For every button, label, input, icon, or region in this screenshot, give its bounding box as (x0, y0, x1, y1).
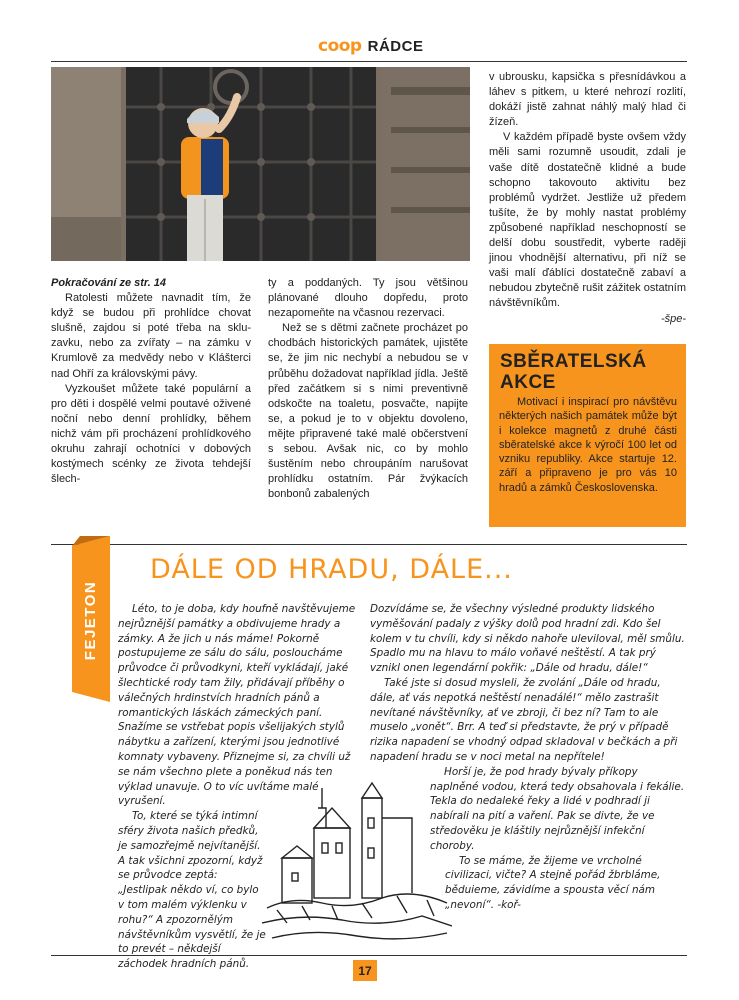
promo-title (489, 344, 686, 395)
feuilleton-tab (75, 560, 107, 680)
feuilleton-paragraph: Také jste si dosud mysleli, že zvolání „Dále od hradu, dále, ať vás nepotká neštěstí nenadálé!“ mělo zastrašit nevítané návštěvníky, ať ve zbroji, či bez ní? Tam to ale muselo „vonět“. Brr. A teď si představte, že prý v případě rizika napadení se vhodný odpad skladoval v bečkách a při napadení hradu se v noci metal na nepřítele! (370, 676, 678, 763)
article-paragraph: Než se s dětmi začnete procházet po chodbách historických památek, ujistěte se, že jim nic nechybí a nebudou se v průběhu dožadovat například jídla. Ještě před začátkem si s nimi preventivně odskočte na toaletu, posvačte, napijte se, a pokud je to v objektu dovoleno, mějte připravené také malé občerstvení s sebou. Avšak nic, co by mohlo šustěním nebo chroupáním narušovat prohlídku ostatním. Pár žvýkacích bonbonů zabalených (268, 322, 468, 501)
article-column-2 (268, 276, 468, 502)
boy-at-castle-door-image (51, 67, 470, 261)
feuilleton-paragraph: Horší je, že pod hrady bývaly příkopy naplněné vodou, která tedy obsahovala i fekálie. Tekla do nedaleké řeky a lidé v podhradí ji nabírali na pití a vaření. Pak se divte, že ve středověku je kláštily nejrůznější infekční choroby. (430, 765, 685, 852)
brand-name: RÁDCE (367, 37, 424, 55)
article-paragraph: V každém případě byste ovšem vždy měli sami rozumně usoudit, zdali je vaše dítě dostatečně klidné a bude schopno takovouto aktivitu bez problémů vydržet. Jestliže už předem tušíte, že by mohly nastat problémy způsobené například neschopností se delší dobu soustředit, vyberte raději jinou vhodnější alternativu, při níž se vaši malí ďáblíci dostatečně zabaví a nebudou zbytečně rušit zážitek ostatním návštěvníkům. (489, 131, 686, 310)
promo-text (489, 395, 686, 495)
article-paragraph: Ratolesti můžete navnadit tím, že když se budou při prohlídce chovat slušně, zajdou si poté třeba na skluzavku, nebo za zvířaty – na zámku v Krumlově za medvědy nebo v Klášterci nad Ohří za královskými pávy. (51, 292, 251, 380)
feuilleton-title: DÁLE OD HRADU, DÁLE... (150, 554, 513, 585)
article-paragraph: ty a poddaných. Ty jsou většinou plánované dlouho dopředu, proto nezapomeňte na včasnou rezervaci. (268, 277, 468, 320)
page-number: 17 (353, 960, 377, 981)
author-signature: -špe- (660, 312, 686, 325)
article-paragraph: Vyzkoušet můžete také populární a pro děti i dospělé velmi poutavé oživené noční nebo denní prohlídky, během nichž vám při procházení prohlídkového okruhu zahrají ochotníci v dobových kostýmech scénky ze života tehdejší šlech- (51, 382, 251, 486)
feuilleton-paragraph: To, které se týká intimní sféry života našich předků, je samozřejmě nejvítanější. A tak všichni zpozorní, když se průvodce zeptá: „Jestlipak někdo ví, co bylo v tom malém výklenku v rohu?“ A zpozornělým návštěvníkům vysvětlí, že je to prevét – někdejší záchodek hradních pánů. (118, 810, 266, 971)
feuilleton-paragraph: To se máme, že žijeme ve vrcholné civilizaci, vičte? A stejně pořád žbrbláme, běduieme, závidíme a spousta věcí nám „nevoní“. -koř- (445, 854, 661, 911)
article-column-3 (489, 70, 686, 327)
article-paragraph: v ubrousku, kapsička s přesnídávkou a láhev s pitkem, u které nehrozí rozlití, dokáží jistě zahnat náhlý malý hlad či žízeň. (489, 71, 686, 129)
collector-promo-box (489, 344, 686, 527)
feuilleton-paragraph: Dozvídáme se, že všechny výsledné produkty lidského vyměšování padaly z výšky dolů pod hradní zdi. Kdo šel kolem v tu chvíli, kdy si někdo nahoře uleviloval, měl smůlu. Spadlo mu na hlavu to málo voňavé neštěstí. A tak prý vznikl onen legendární pokřik: „Dále od hradu, dále!“ (370, 603, 685, 675)
promo-paragraph: Motivací i inspirací pro návštěvu některých našich památek může být i kolekce magnetů z druhé části sběratelské akce k výročí 100 let od vzniku republiky. Akce startuje 12. září a připraveno je pro vás 10 hradů a zámků Československa. (499, 396, 677, 494)
promo-title-line-2: AKCE (500, 372, 556, 393)
castle-sketch-illustration (262, 778, 452, 943)
article-photo (51, 67, 470, 261)
section-rule (51, 544, 687, 545)
feuilleton-tab-label: FEJETON (82, 580, 100, 660)
promo-title-line-1: SBĚRATELSKÁ (500, 351, 647, 372)
top-rule (51, 61, 687, 62)
article-column-1 (51, 276, 251, 487)
feuilleton-paragraph: Léto, to je doba, kdy houfně navštěvujeme nejrůznější památky a obdivujeme hrady a zámky. A že jich u nás máme! Pokorně postupujeme ze sálu do sálu, posloucháme průvodce či průvodkyni, kteří vykládají, jaké šlechtické rody tam žily, přidávají příběhy o válečných hrdinstvích hradních pánů a romantických láskách zámeckých paní. Snažíme se vstřebat popis všelijakých stylů nábytku a zařízení, kterými jsou jednotlivé komnaty vybaveny. Přiznejme si, za chvíli už se nám všechno plete a poněkud nás ten výklad unavuje. O to víc uvítáme malé vyrušení. (118, 603, 356, 808)
coop-logo: coop (318, 36, 362, 56)
brand-header (318, 36, 423, 56)
bottom-rule (51, 955, 687, 956)
continued-note: Pokračování ze str. 14 (51, 277, 166, 289)
